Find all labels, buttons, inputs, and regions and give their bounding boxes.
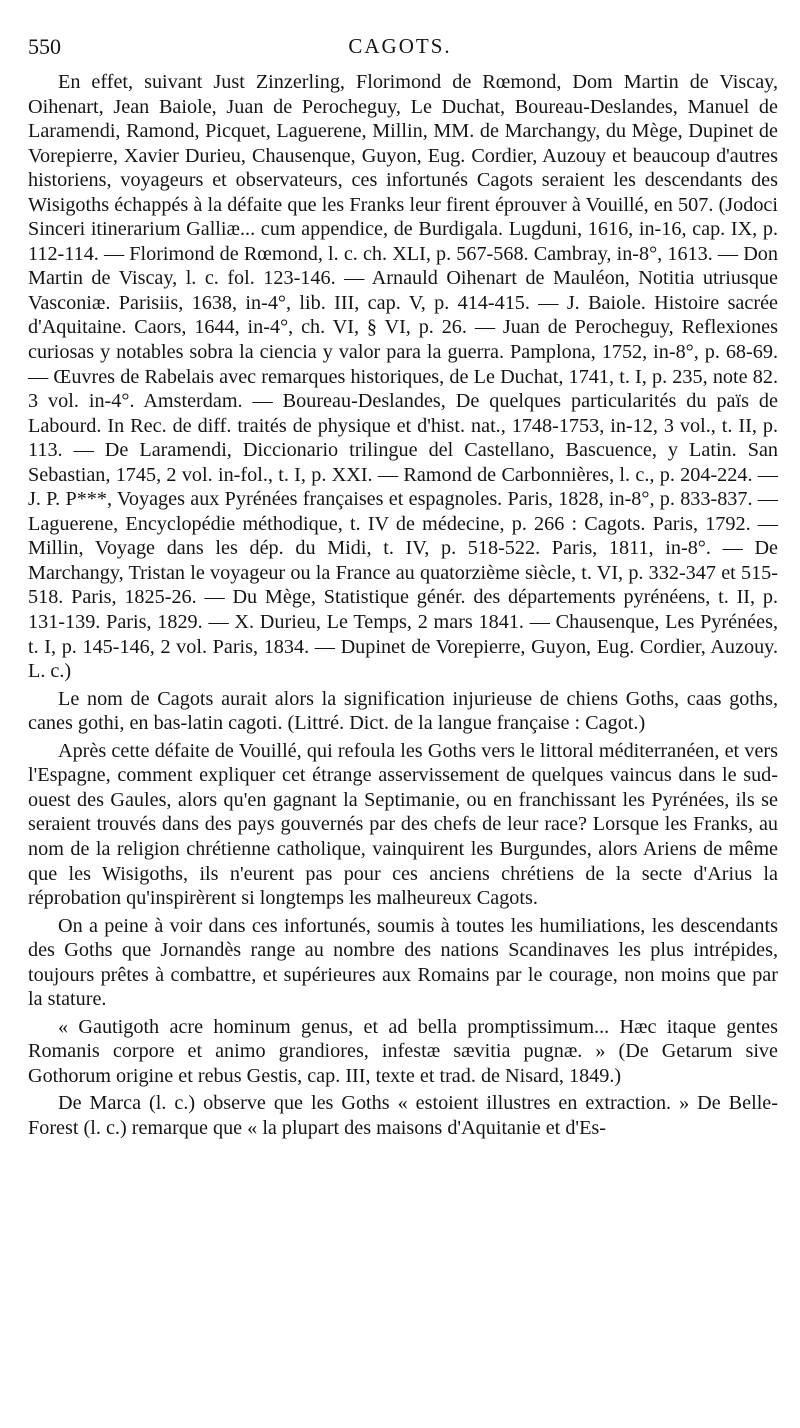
- paragraph-vouille-defeat: Après cette défaite de Vouillé, qui refoula les Goths vers le littoral méditerranéen, et vers l'Espagne, comment expliquer cet étrange asservissement de quelques vaincus dans le sud-ouest des Gaules, alors qu'en gagnant la Septimanie, ou en franchissant les Pyrénées, ils se seraient trouvés dans des pays gouvernés par des chefs de leur race? Lorsque les Franks, au nom de la religion chrétienne catholique, vainquirent les Burgundes, alors Ariens de même que les Wisigoths, ils n'eurent pas pour ces anciens chrétiens de la secte d'Arius la réprobation qu'inspirèrent si longtemps les malheureux Cagots.: [28, 739, 778, 910]
- paragraph-name-meaning: Le nom de Cagots aurait alors la signification injurieuse de chiens Goths, caas goths, canes gothi, en bas-latin cagoti. (Littré. Dict. de la langue française : Cagot.): [28, 687, 778, 735]
- paragraph-latin-quotation: « Gautigoth acre hominum genus, et ad bella promptissimum... Hæc itaque gentes Romanis corpore et animo grandiores, infestæ sævitia pugnæ. » (De Getarum sive Gothorum origine et rebus Gestis, cap. III, texte et trad. de Nisard, 1849.): [28, 1015, 778, 1087]
- page-number: 550: [28, 34, 61, 59]
- paragraph-origin-theory: En effet, suivant Just Zinzerling, Florimond de Rœmond, Dom Martin de Viscay, Oihenart, Jean Baiole, Juan de Perocheguy, Le Duchat, Boureau-Deslandes, Manuel de Laramendi, Ramond, Picquet, Laguerene, Millin, MM. de Marchangy, du Mège, Dupinet de Vorepierre, Xavier Durieu, Chausenque, Guyon, Eug. Cordier, Auzouy et beaucoup d'autres historiens, voyageurs et observateurs, ces infortunés Cagots seraient les descendants des Wisigoths échappés à la défaite que les Franks leur firent éprouver à Vouillé, en 507. (Jodoci Sinceri itinerarium Galliæ... cum appendice, de Burdigala. Lugduni, 1616, in-16, cap. IX, p. 112-114. — Florimond de Rœmond, l. c. ch. XLI, p. 567-568. Cambray, in-8°, 1613. — Don Martin de Viscay, l. c. fol. 123-146. — Arnauld Oihenart de Mauléon, Notitia utriusque Vasconiæ. Parisiis, 1638, in-4°, lib. III, cap. V, p. 414-415. — J. Baiole. Histoire sacrée d'Aquitaine. Caors, 1644, in-4°, ch. VI, § VI, p. 26. — Juan de Perocheguy, Reflexiones curiosas y notables sobra la ciencia y valor para la guerra. Pamplona, 1752, in-8°, p. 68-69. — Œuvres de Rabelais avec remarques historiques, de Le Duchat, 1741, t. I, p. 235, note 82. 3 vol. in-4°. Amsterdam. — Boureau-Deslandes, De quelques particularités du païs de Labourd. In Rec. de diff. traités de physique et d'hist. nat., 1748-1753, in-12, 3 vol., t. II, p. 113. — De Laramendi, Diccionario trilingue del Castellano, Bascuence, y Latin. San Sebastian, 1745, 2 vol. in-fol., t. I, p. XXI. — Ramond de Carbonnières, l. c., p. 204-224. — J. P. P***, Voyages aux Pyrénées françaises et espagnoles. Paris, 1828, in-8°, p. 833-837. — Laguerene, Encyclopédie méthodique, t. IV de médecine, p. 266 : Cagots. Paris, 1792. — Millin, Voyage dans les dép. du Midi, t. IV, p. 518-522. Paris, 1811, in-8°. — De Marchangy, Tristan le voyageur ou la France au quatorzième siècle, t. VI, p. 332-347 et 515-518. Paris, 1825-26. — Du Mège, Statistique génér. des départements pyrénéens, t. II, p. 131-139. Paris, 1829. — X. Durieu, Le Temps, 2 mars 1841. — Chausenque, Les Pyrénées, t. I, p. 145-146, 2 vol. Paris, 1834. — Dupinet de Vorepierre, Guyon, Eug. Cordier, Auzouy. L. c.): [28, 71, 778, 683]
- paragraph-goths-descendants: On a peine à voir dans ces infortunés, soumis à toutes les humiliations, les descendants des Goths que Jornandès range au nombre des nations Scandinaves les plus intrépides, toujours prêtes à combattre, et supérieures aux Romains par le courage, non moins que par la stature.: [28, 914, 778, 1011]
- paragraph-de-marca: De Marca (l. c.) observe que les Goths « estoient illustres en extraction. » De Belle-Forest (l. c.) remarque que « la plupart des maisons d'Aquitanie et d'Es-: [28, 1092, 778, 1139]
- body-text: [28, 70, 778, 1141]
- page-header: [0, 26, 800, 66]
- running-head: CAGOTS.: [348, 34, 452, 58]
